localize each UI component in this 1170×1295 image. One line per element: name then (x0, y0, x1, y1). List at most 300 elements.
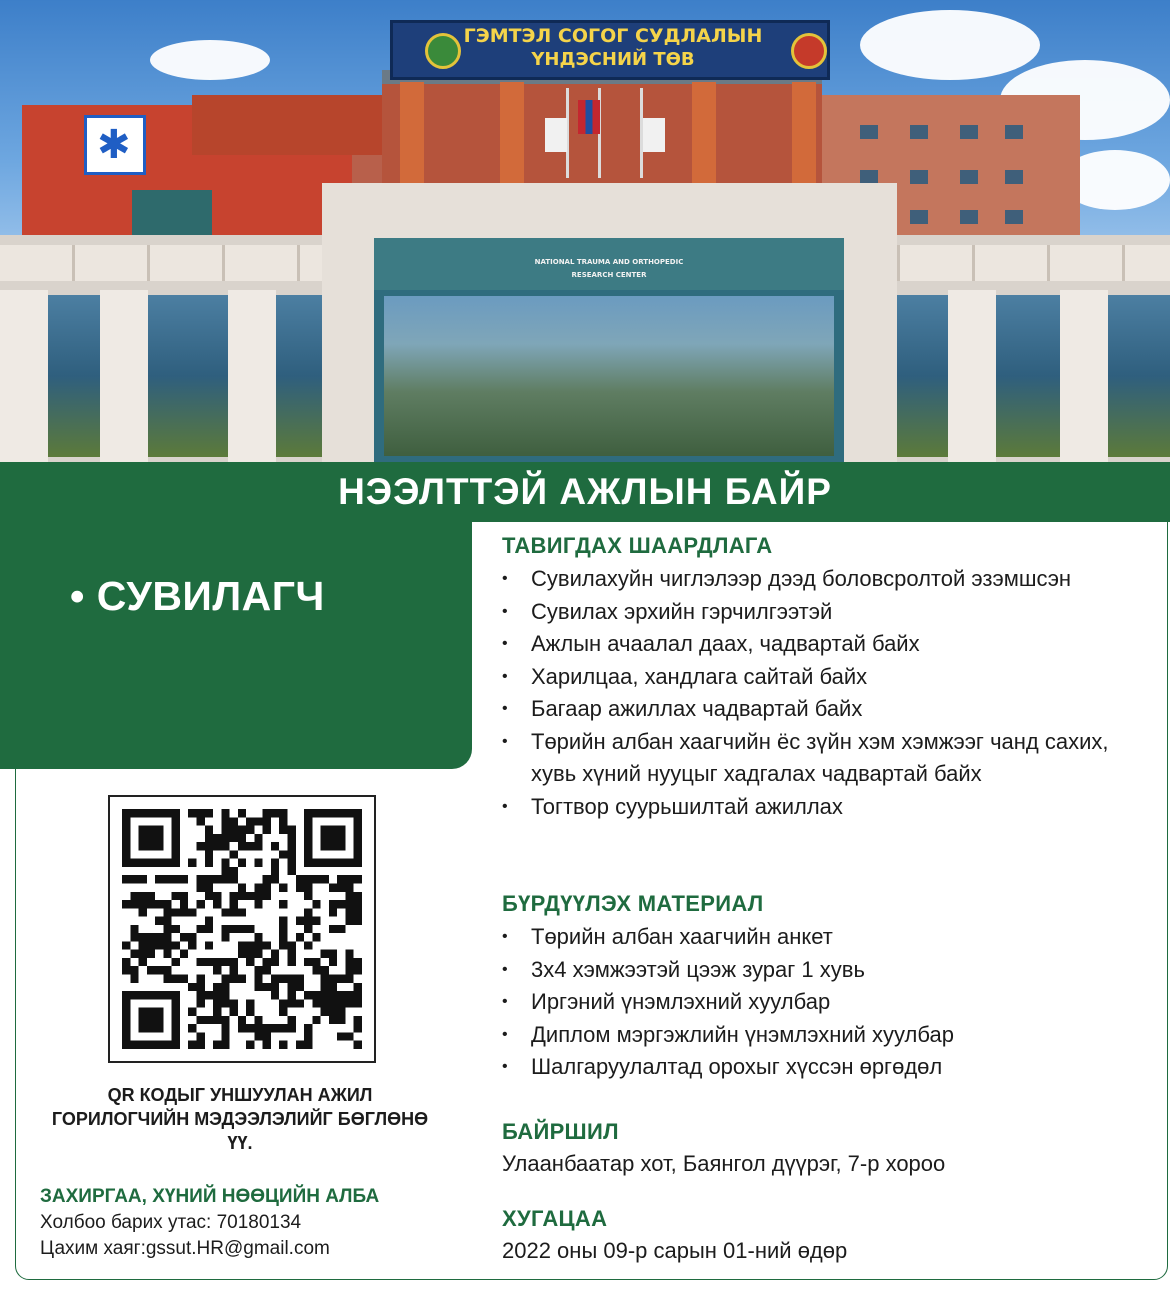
qr-module (354, 875, 362, 883)
qr-module (213, 1041, 221, 1049)
qr-module (312, 1016, 320, 1024)
qr-module (147, 950, 155, 958)
qr-module (288, 1016, 296, 1024)
qr-module (139, 892, 147, 900)
qr-module (139, 1024, 147, 1032)
qr-module (337, 1032, 345, 1040)
requirement-item: • Ажлын ачаалал даах, чадвартай байх (502, 628, 1142, 661)
medical-star-icon (84, 115, 146, 175)
qr-module (288, 834, 296, 842)
qr-module (155, 917, 163, 925)
qr-module (271, 867, 279, 875)
qr-module (163, 900, 171, 908)
qr-module (345, 958, 353, 966)
qr-module (304, 809, 312, 817)
qr-module (172, 875, 180, 883)
qr-module (263, 875, 271, 883)
qr-module (288, 975, 296, 983)
qr-module (147, 941, 155, 949)
qr-module (163, 950, 171, 958)
qr-module (205, 826, 213, 834)
qr-module (230, 958, 238, 966)
qr-module (345, 917, 353, 925)
qr-module (221, 908, 229, 916)
qr-module (221, 867, 229, 875)
qr-module (221, 991, 229, 999)
qr-module (122, 966, 130, 974)
qr-module (354, 908, 362, 916)
entrance-label-line2: RESEARCH CENTER (571, 271, 647, 279)
position-box (0, 520, 472, 769)
qr-module (271, 1024, 279, 1032)
qr-module (213, 875, 221, 883)
qr-module (155, 941, 163, 949)
qr-module (196, 925, 204, 933)
qr-module (130, 892, 138, 900)
qr-module (279, 850, 287, 858)
qr-module (238, 941, 246, 949)
qr-module (139, 875, 147, 883)
qr-module (172, 826, 180, 834)
qr-module (279, 933, 287, 941)
banner-title: НЭЭЛТТЭЙ АЖЛЫН БАЙР (338, 471, 832, 512)
qr-module (130, 900, 138, 908)
qr-module (279, 975, 287, 983)
qr-module (163, 1041, 171, 1049)
qr-module (312, 900, 320, 908)
qr-module (196, 1016, 204, 1024)
qr-module (122, 850, 130, 858)
qr-module (337, 826, 345, 834)
qr-module (304, 875, 312, 883)
qr-module (147, 1016, 155, 1024)
qr-module (139, 908, 147, 916)
qr-module (122, 1008, 130, 1016)
qr-module (122, 900, 130, 908)
qr-module (296, 875, 304, 883)
qr-module (321, 842, 329, 850)
qr-module (271, 983, 279, 991)
qr-module (296, 975, 304, 983)
qr-module (230, 892, 238, 900)
qr-module (279, 917, 287, 925)
qr-module (238, 1016, 246, 1024)
qr-module (304, 834, 312, 842)
qr-module (238, 859, 246, 867)
qr-module (213, 966, 221, 974)
qr-module (238, 1024, 246, 1032)
qr-module (329, 883, 337, 891)
qr-module (155, 1008, 163, 1016)
qr-module (304, 991, 312, 999)
qr-module (254, 834, 262, 842)
qr-module (130, 925, 138, 933)
qr-module (180, 875, 188, 883)
qr-module (147, 1008, 155, 1016)
qr-module (205, 917, 213, 925)
qr-module (288, 941, 296, 949)
qr-module (254, 941, 262, 949)
qr-module (155, 875, 163, 883)
qr-module (155, 900, 163, 908)
qr-module (139, 900, 147, 908)
qr-module (221, 933, 229, 941)
location-heading: БАЙРШИЛ (502, 1119, 619, 1144)
qr-module (155, 834, 163, 842)
qr-module (254, 892, 262, 900)
sign-line2: ҮНДЭСНИЙ ТӨВ (531, 49, 695, 70)
qr-module (279, 826, 287, 834)
qr-module (304, 842, 312, 850)
qr-module (238, 892, 246, 900)
qr-module (296, 883, 304, 891)
qr-module (354, 842, 362, 850)
qr-module (337, 875, 345, 883)
qr-module (246, 1024, 254, 1032)
qr-module (122, 842, 130, 850)
qr-module (279, 817, 287, 825)
qr-module (329, 908, 337, 916)
qr-module (163, 809, 171, 817)
qr-module (246, 1041, 254, 1049)
qr-module (312, 917, 320, 925)
mongolian-flag (578, 100, 600, 134)
qr-module (139, 826, 147, 834)
qr-module (312, 991, 320, 999)
qr-module (321, 875, 329, 883)
qr-module (263, 892, 271, 900)
qr-module (147, 826, 155, 834)
qr-code-icon[interactable] (122, 809, 362, 1049)
qr-module (147, 809, 155, 817)
qr-module (321, 826, 329, 834)
qr-module (279, 883, 287, 891)
qr-module (312, 933, 320, 941)
sign-line1: ГЭМТЭЛ СОГОГ СУДЛАЛЫН (463, 25, 763, 47)
qr-module (155, 1016, 163, 1024)
requirement-item: • Тогтвор суурьшилтай ажиллах (502, 791, 1142, 824)
qr-module (172, 958, 180, 966)
qr-module (329, 900, 337, 908)
qr-module (180, 908, 188, 916)
qr-module (271, 859, 279, 867)
qr-module (205, 834, 213, 842)
material-item: • Диплом мэргэжлийн үнэмлэхний хуулбар (502, 1019, 1142, 1052)
qr-module (354, 958, 362, 966)
qr-module (304, 925, 312, 933)
qr-module (329, 1016, 337, 1024)
qr-module (345, 950, 353, 958)
qr-module (221, 842, 229, 850)
qr-module (221, 925, 229, 933)
qr-module (205, 850, 213, 858)
qr-module (337, 859, 345, 867)
qr-module (230, 925, 238, 933)
qr-module (221, 975, 229, 983)
qr-module (205, 883, 213, 891)
contact-phone: Холбоо барих утас: 70180134 (40, 1212, 302, 1233)
qr-module (221, 1032, 229, 1040)
qr-module (155, 1041, 163, 1049)
qr-module (221, 826, 229, 834)
material-item: • Иргэний үнэмлэхний хуулбар (502, 986, 1142, 1019)
banner (0, 462, 1170, 522)
qr-module (337, 975, 345, 983)
qr-module (147, 859, 155, 867)
qr-module (139, 991, 147, 999)
qr-module (354, 991, 362, 999)
qr-module (221, 834, 229, 842)
qr-module (354, 850, 362, 858)
qr-module (254, 1032, 262, 1040)
qr-module (288, 850, 296, 858)
qr-module (205, 809, 213, 817)
requirement-item: • Багаар ажиллах чадвартай байх (502, 693, 1142, 726)
qr-module (246, 999, 254, 1007)
qr-module (345, 859, 353, 867)
contact-email: Цахим хаяг:gssut.HR@gmail.com (40, 1238, 330, 1259)
qr-module (354, 999, 362, 1007)
qr-module (288, 958, 296, 966)
qr-module (230, 966, 238, 974)
qr-module (196, 842, 204, 850)
qr-module (254, 966, 262, 974)
qr-module (304, 1032, 312, 1040)
qr-module (155, 842, 163, 850)
qr-module (288, 991, 296, 999)
qr-module (354, 892, 362, 900)
qr-module (271, 991, 279, 999)
qr-module (304, 817, 312, 825)
qr-module (130, 975, 138, 983)
qr-module (296, 999, 304, 1007)
qr-module (172, 1008, 180, 1016)
qr-module (321, 834, 329, 842)
qr-code-frame[interactable] (108, 795, 376, 1063)
qr-module (345, 809, 353, 817)
qr-module (321, 859, 329, 867)
qr-module (196, 1032, 204, 1040)
qr-module (288, 999, 296, 1007)
qr-module (147, 966, 155, 974)
qr-module (172, 991, 180, 999)
qr-module (188, 809, 196, 817)
qr-module (246, 950, 254, 958)
qr-module (288, 842, 296, 850)
qr-module (230, 867, 238, 875)
qr-module (205, 842, 213, 850)
qr-module (345, 975, 353, 983)
qr-module (263, 809, 271, 817)
qr-module (329, 859, 337, 867)
qr-module (155, 826, 163, 834)
qr-module (263, 1032, 271, 1040)
qr-module (188, 908, 196, 916)
qr-module (345, 966, 353, 974)
qr-module (321, 950, 329, 958)
qr-module (238, 834, 246, 842)
qr-module (288, 1024, 296, 1032)
qr-module (213, 892, 221, 900)
qr-module (163, 966, 171, 974)
qr-module (139, 1008, 147, 1016)
qr-module (329, 925, 337, 933)
emblem-icon (791, 33, 827, 69)
qr-module (271, 809, 279, 817)
qr-module (213, 991, 221, 999)
qr-module (321, 966, 329, 974)
qr-module (354, 983, 362, 991)
qr-module (180, 950, 188, 958)
qr-module (205, 1016, 213, 1024)
qr-module (345, 908, 353, 916)
qr-module (221, 1016, 229, 1024)
qr-module (279, 1024, 287, 1032)
qr-module (172, 817, 180, 825)
qr-module (288, 950, 296, 958)
qr-module (263, 1024, 271, 1032)
flag (545, 118, 567, 152)
materials-heading: БҮРДҮҮЛЭХ МАТЕРИАЛ (502, 891, 764, 916)
qr-module (155, 1024, 163, 1032)
qr-module (188, 983, 196, 991)
qr-module (221, 958, 229, 966)
qr-module (337, 925, 345, 933)
qr-module (205, 875, 213, 883)
qr-module (172, 1032, 180, 1040)
qr-module (196, 999, 204, 1007)
qr-module (213, 999, 221, 1007)
qr-module (288, 867, 296, 875)
qr-module (279, 1008, 287, 1016)
qr-module (213, 983, 221, 991)
qr-module (304, 850, 312, 858)
qr-module (312, 999, 320, 1007)
qr-module (254, 933, 262, 941)
qr-module (337, 999, 345, 1007)
qr-module (155, 966, 163, 974)
qr-module (354, 826, 362, 834)
qr-module (271, 950, 279, 958)
qr-module (263, 983, 271, 991)
requirement-item: • Төрийн албан хаагчийн ёс зүйн хэм хэмжээг чанд сахих, хувь хүний нууцыг хадгалах чадвартай байх (502, 726, 1142, 791)
qr-instruction: QR КОДЫГ УНШУУЛАН АЖИЛ ГОРИЛОГЧИЙН МЭДЭЭЛЭЛИЙГ БӨГЛӨНӨ ҮҮ. (51, 1085, 429, 1153)
qr-module (139, 933, 147, 941)
qr-module (246, 826, 254, 834)
qr-module (279, 1041, 287, 1049)
qr-module (196, 883, 204, 891)
qr-module (139, 941, 147, 949)
qr-module (288, 826, 296, 834)
qr-module (238, 826, 246, 834)
qr-module (122, 809, 130, 817)
qr-module (122, 875, 130, 883)
qr-module (254, 983, 262, 991)
qr-module (163, 941, 171, 949)
qr-module (188, 941, 196, 949)
requirements-list (502, 563, 1142, 823)
qr-module (254, 883, 262, 891)
qr-module (304, 917, 312, 925)
qr-module (130, 966, 138, 974)
qr-module (279, 809, 287, 817)
qr-module (321, 809, 329, 817)
qr-module (221, 1024, 229, 1032)
qr-module (172, 1041, 180, 1049)
qr-module (122, 1024, 130, 1032)
qr-module (213, 834, 221, 842)
qr-module (122, 1016, 130, 1024)
qr-module (172, 834, 180, 842)
qr-module (230, 834, 238, 842)
qr-module (329, 950, 337, 958)
qr-module (296, 983, 304, 991)
qr-module (213, 958, 221, 966)
position-title: • СУВИЛАГЧ (70, 573, 325, 619)
qr-module (354, 900, 362, 908)
qr-module (139, 1016, 147, 1024)
qr-module (221, 1041, 229, 1049)
qr-module (213, 1016, 221, 1024)
qr-module (321, 1008, 329, 1016)
qr-module (337, 991, 345, 999)
qr-module (312, 875, 320, 883)
qr-module (329, 975, 337, 983)
qr-module (147, 892, 155, 900)
qr-module (163, 925, 171, 933)
qr-module (271, 842, 279, 850)
qr-module (221, 817, 229, 825)
qr-module (321, 983, 329, 991)
qr-module (122, 999, 130, 1007)
qr-module (354, 1016, 362, 1024)
qr-module (296, 933, 304, 941)
qr-module (122, 1041, 130, 1049)
qr-module (254, 950, 262, 958)
qr-module (354, 809, 362, 817)
qr-module (271, 958, 279, 966)
qr-module (345, 875, 353, 883)
qr-module (337, 900, 345, 908)
qr-module (304, 1041, 312, 1049)
qr-module (271, 875, 279, 883)
qr-module (288, 983, 296, 991)
qr-module (263, 883, 271, 891)
qr-module (345, 900, 353, 908)
qr-module (238, 842, 246, 850)
qr-module (329, 1008, 337, 1016)
qr-module (238, 975, 246, 983)
qr-module (221, 999, 229, 1007)
qr-module (130, 809, 138, 817)
qr-module (254, 975, 262, 983)
qr-module (304, 941, 312, 949)
requirement-item: • Сувилах эрхийн гэрчилгээтэй (502, 596, 1142, 629)
qr-module (246, 1008, 254, 1016)
qr-module (304, 908, 312, 916)
qr-module (254, 900, 262, 908)
qr-module (196, 975, 204, 983)
qr-module (263, 941, 271, 949)
qr-module (130, 1041, 138, 1049)
qr-module (221, 983, 229, 991)
main-entrance (322, 183, 897, 462)
qr-module (337, 883, 345, 891)
flag (643, 118, 665, 152)
qr-module (304, 883, 312, 891)
material-item: • Шалгаруулалтад орохыг хүссэн өргөдөл (502, 1051, 1142, 1084)
qr-module (329, 958, 337, 966)
